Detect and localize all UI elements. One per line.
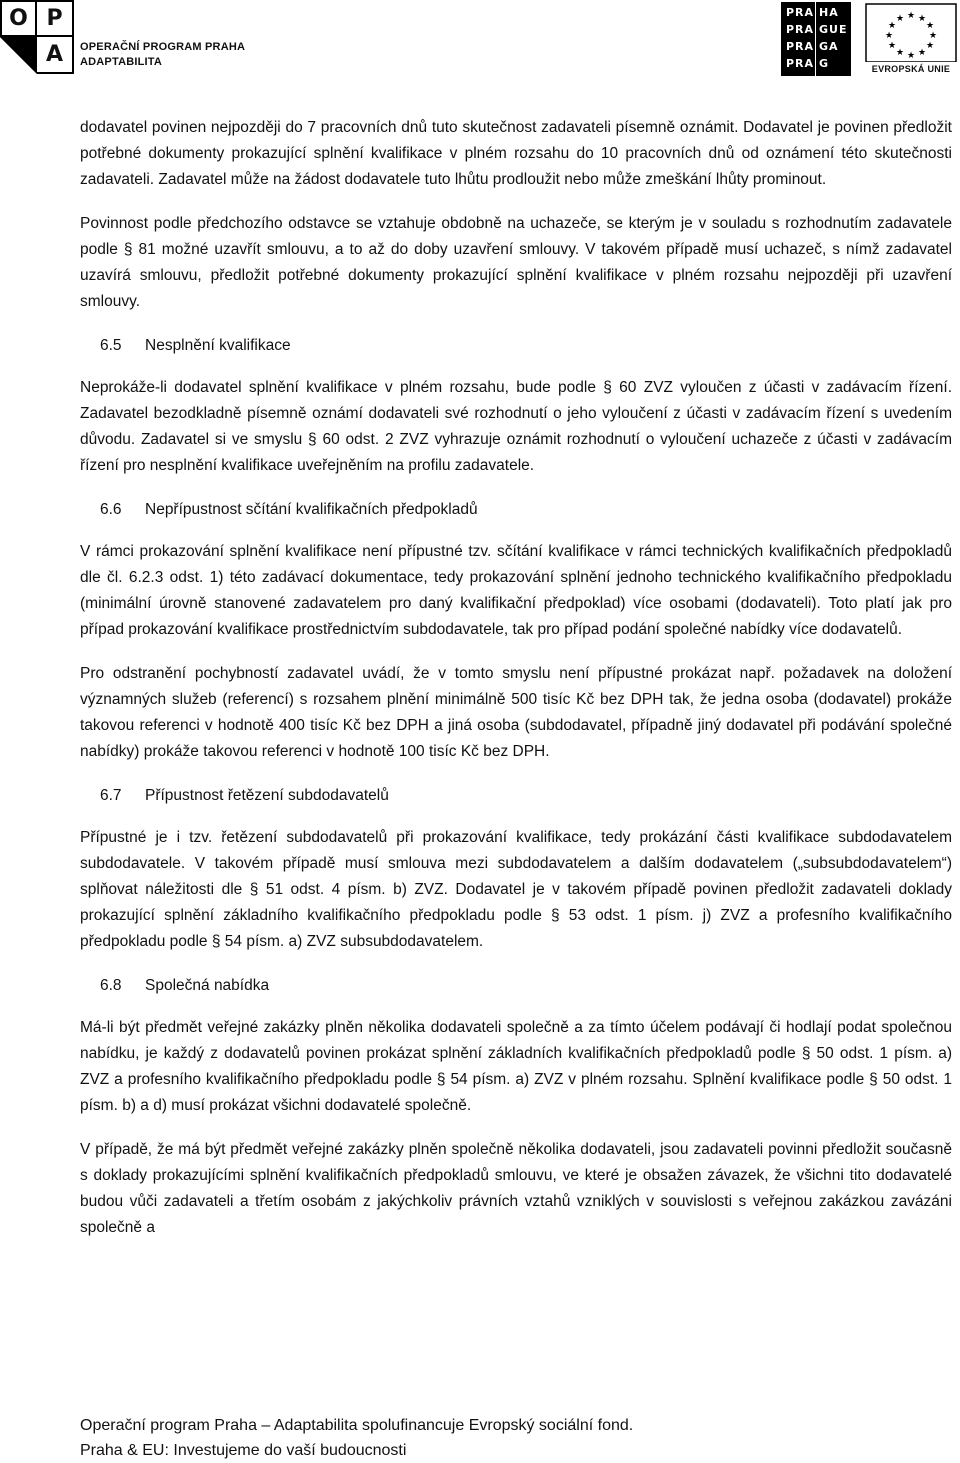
paragraph-2: Povinnost podle předchozího odstavce se vztahuje obdobně na uchazeče, se kterým je v souladu s rozhodnutím zadavatele podle § 81 možné uzavřít smlouvu, a to až do doby uzavření smlouvy. V takovém případě musí uchazeč, s nímž zadavatel uzavírá smlouvu, předložit potřebné dokumenty prokazující splnění kvalifikace v plném rozsahu nejpozději při uzavření smlouvy. [80, 215, 952, 310]
praha-cell-2: HA [819, 6, 839, 19]
section-heading-6-8 [80, 973, 952, 999]
svg-text:★: ★ [917, 48, 927, 58]
paragraph-8: V případě, že má být předmět veřejné zakázky plněn společně několika dodavateli, jsou zadavateli povinni předložit současně s doklady prokazujícími splnění kvalifikačních předpokladů smlouvu, ve které je obsažen závazek, že všichni tito dodavatelé budou vůči zadavateli a třetím osobám z jakýchkoliv právních vztahů vzniklých v souvislosti s veřejnou zakázkou zavázáni společně a [80, 1141, 952, 1236]
paragraph-6: Přípustné je i tzv. řetězení subdodavatelů při prokazování kvalifikace, tedy prokázání části kvalifikace subdodavatelem subdodavatele. V takovém případě musí smlouva mezi subdodavatelem a dalším dodavatelem („subsubdodavatelem“) splňovat náležitosti dle § 51 odst. 4 písm. b) ZVZ. Dodavatel je v takovém případě povinen předložit zadavateli doklady prokazující splnění základního kvalifikačního předpokladu podle § 53 odst. 1 písm. j) ZVZ a profesního kvalifikačního předpokladu podle § 54 písm. a) ZVZ subsubdodavatelem. [80, 829, 952, 950]
paragraph-5: Pro odstranění pochybností zadavatel uvádí, že v tomto smyslu není přípustné prokázat např. požadavek na doložení významných služeb (referencí) s rozsahem plnění minimálně 500 tisíc Kč bez DPH tak, že jedna osoba (dodavatel) prokáže takovou referenci v hodnotě 400 tisíc Kč bez DPH a jiná osoba (subdodavatel, případně jiný dodavatel při podávání společné nabídky) prokáže takovou referenci v hodnotě 100 tisíc Kč bez DPH. [80, 665, 952, 760]
praha-cell-6: GA [819, 40, 839, 53]
eu-stars-icon [862, 2, 960, 62]
section-heading-6-5 [80, 333, 952, 359]
section-heading-6-7 [80, 783, 952, 809]
opp-a-logo [0, 0, 74, 74]
svg-text:★: ★ [928, 31, 938, 41]
opp-logo-diagonal-icon [0, 37, 37, 74]
section-number: 6.6 [100, 501, 122, 518]
svg-text:★: ★ [895, 48, 905, 58]
eu-caption: EVROPSKÁ UNIE [871, 64, 951, 74]
section-number: 6.5 [100, 337, 122, 354]
paragraph-4: V rámci prokazování splnění kvalifikace není přípustné tzv. sčítání kvalifikace v rámci technických kvalifikačních předpokladů dle čl. 6.2.3 odst. 1) této zadávací dokumentace, tedy prokazování splnění jednoho technického kvalifikačního předpokladu (minimální úrovně stanovené zadavatelem pro daný kvalifikační předpoklad) více osobami (dodavateli). Toto platí jak pro případ prokazování kvalifikace prostřednictvím subdodavatele, tak pro případ podání společné nabídky více dodavatelů. [80, 543, 952, 638]
svg-text:★: ★ [895, 14, 905, 24]
svg-text:★: ★ [887, 21, 897, 31]
paragraph-1: dodavatel povinen nejpozději do 7 pracovních dnů tuto skutečnost zadavateli písemně oznámit. Dodavatel je povinen předložit potřebné dokumenty prokazující splnění kvalifikace v plném rozsahu do 10 pracovních dnů od oznámení této skutečnosti zadavateli. Zadavatel může na žádost dodavatele tuto lhůtu prodloužit nebo může zmeškání lhůty prominout. [80, 119, 952, 188]
svg-text:★: ★ [925, 41, 935, 51]
opp-title-line2: ADAPTABILITA [80, 56, 163, 68]
praha-logo [781, 2, 851, 76]
svg-text:★: ★ [884, 31, 894, 41]
section-number: 6.7 [100, 787, 122, 804]
praha-cell-8: G [819, 57, 830, 70]
section-number: 6.8 [100, 977, 122, 994]
praha-cell-7: PRA [786, 57, 815, 70]
svg-text:★: ★ [906, 11, 916, 21]
svg-text:★: ★ [925, 21, 935, 31]
footer-line-1: Operační program Praha – Adaptabilita spolufinancuje Evropský sociální fond. [80, 1417, 634, 1434]
footer-line-2: Praha & EU: Investujeme do vaší budoucnosti [80, 1442, 407, 1459]
section-title: Nesplnění kvalifikace [145, 337, 291, 354]
opp-program-title [80, 40, 245, 70]
praha-cell-3: PRA [786, 23, 815, 36]
paragraph-3: Neprokáže-li dodavatel splnění kvalifikace v plném rozsahu, bude podle § 60 ZVZ vyloučen z účasti v zadávacím řízení. Zadavatel bezodkladně písemně oznámí dodavateli své rozhodnutí o jeho vyloučení z účasti v zadávacím řízení s uvedením důvodu. Zadavatel si ve smyslu § 60 odst. 2 ZVZ vyhrazuje oznámit rozhodnutí o vyloučení uchazeče z účasti v zadávacím řízení pro nesplnění kvalifikace uveřejněním na profilu zadavatele. [80, 379, 952, 474]
opp-logo-letter-p1: P [37, 0, 74, 37]
page-footer [80, 1413, 633, 1463]
opp-title-line1: OPERAČNÍ PROGRAM PRAHA [80, 41, 246, 53]
svg-text:★: ★ [906, 51, 916, 61]
svg-text:★: ★ [917, 14, 927, 24]
opp-logo-letter-o: O [0, 0, 37, 37]
section-heading-6-6 [80, 497, 952, 523]
praha-cell-4: GUE [819, 23, 848, 36]
section-title: Nepřípustnost sčítání kvalifikačních předpokladů [145, 501, 478, 518]
section-title: Společná nabídka [145, 977, 270, 994]
praha-cell-1: PRA [786, 6, 815, 19]
opp-logo-letter-a: A [37, 37, 74, 74]
opp-logo-letter-p2-block [0, 37, 37, 74]
praha-logo-divider [815, 2, 816, 76]
svg-text:★: ★ [887, 41, 897, 51]
praha-cell-5: PRA [786, 40, 815, 53]
paragraph-7: Má-li být předmět veřejné zakázky plněn několika dodavateli společně a za tímto účelem podávají či hodlají podat společnou nabídku, je každý z dodavatelů povinen prokázat splnění základních kvalifikačních předpokladů podle § 50 odst. 1 písm. a) ZVZ a profesního kvalifikačního předpokladu podle § 54 písm. a) ZVZ v plném rozsahu. Splnění kvalifikace podle § 50 odst. 1 písm. b) a d) musí prokázat všichni dodavatelé společně. [80, 1019, 952, 1114]
section-title: Přípustnost řetězení subdodavatelů [145, 787, 389, 804]
document-body [80, 115, 952, 1259]
